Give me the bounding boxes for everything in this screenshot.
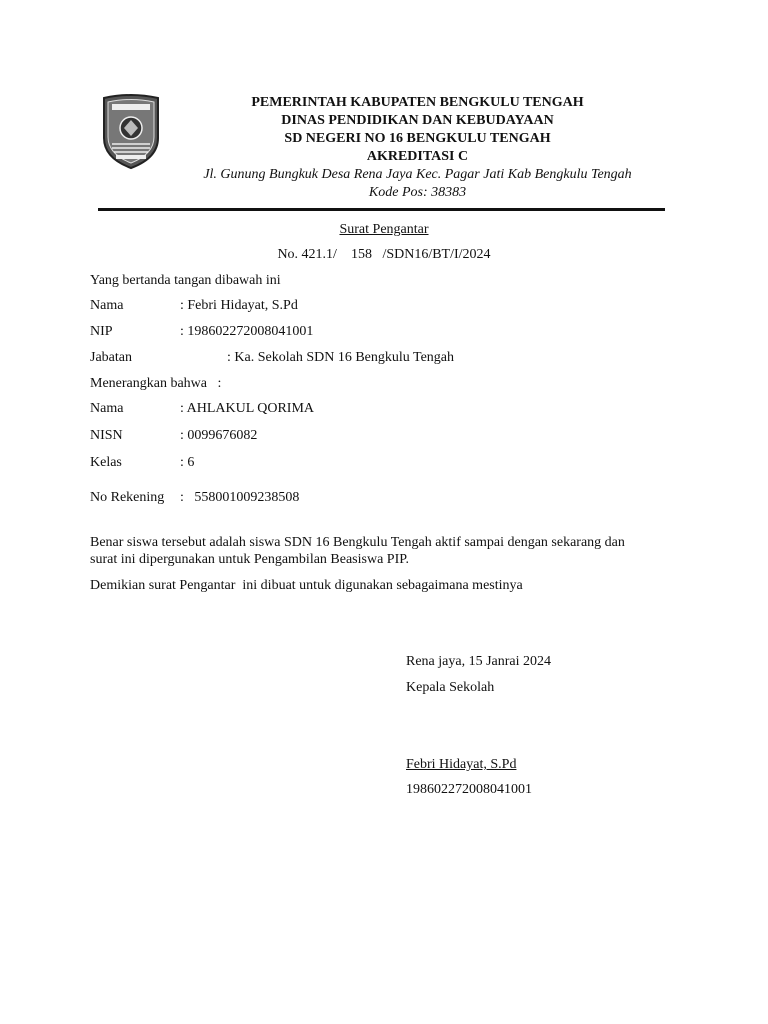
signer-nip-label: NIP — [90, 324, 113, 339]
student-name-value: : AHLAKUL QORIMA — [180, 401, 315, 416]
body-paragraph — [90, 534, 690, 568]
letter-number: No. 421.1/ 158 /SDN16/BT/I/2024 — [277, 247, 491, 262]
header-department: DINAS PENDIDIKAN DAN KEBUDAYAAN — [281, 113, 554, 128]
signer-nip-value: : 198602272008041001 — [180, 324, 314, 339]
header-postal-code: Kode Pos: 38383 — [368, 185, 467, 200]
signer-name-label: Nama — [90, 298, 124, 313]
signer-position-label: Jabatan — [90, 350, 132, 365]
header-government: PEMERINTAH KABUPATEN BENGKULU TENGAH — [251, 95, 584, 110]
header-school-name: SD NEGERI NO 16 BENGKULU TENGAH — [284, 131, 551, 146]
student-name-label: Nama — [90, 401, 124, 416]
header-divider — [98, 208, 665, 211]
header-address: Jl. Gunung Bungkuk Desa Rena Jaya Kec. Pagar Jati Kab Bengkulu Tengah — [203, 167, 632, 182]
account-value: : 558001009238508 — [180, 490, 300, 505]
student-class-value: : 6 — [180, 455, 195, 470]
signer-position-value: : Ka. Sekolah SDN 16 Bengkulu Tengah — [227, 350, 455, 365]
signer-position: Kepala Sekolah — [406, 680, 495, 695]
intro-text: Yang bertanda tangan dibawah ini — [90, 273, 281, 288]
closing-text: Demikian surat Pengantar ini dibuat untuk digunakan sebagaimana mestinya — [90, 578, 523, 593]
signature-name: Febri Hidayat, S.Pd — [406, 757, 517, 772]
signer-name-value: : Febri Hidayat, S.Pd — [180, 298, 298, 313]
student-nisn-value: : 0099676082 — [180, 428, 258, 443]
place-date: Rena jaya, 15 Janrai 2024 — [406, 654, 552, 669]
explains-text: Menerangkan bahwa : — [90, 376, 222, 391]
student-class-label: Kelas — [90, 455, 122, 470]
body-line-2: surat ini dipergunakan untuk Pengambilan Beasiswa PIP. — [90, 552, 409, 567]
signature-nip: 198602272008041001 — [406, 782, 532, 797]
letter-title: Surat Pengantar — [339, 222, 429, 237]
account-label: No Rekening — [90, 490, 165, 505]
body-line-1: Benar siswa tersebut adalah siswa SDN 16 Bengkulu Tengah aktif sampai dengan sekarang dan — [90, 535, 625, 550]
school-crest-logo — [100, 92, 162, 170]
student-nisn-label: NISN — [90, 428, 123, 443]
header-accreditation: AKREDITASI C — [366, 149, 469, 164]
